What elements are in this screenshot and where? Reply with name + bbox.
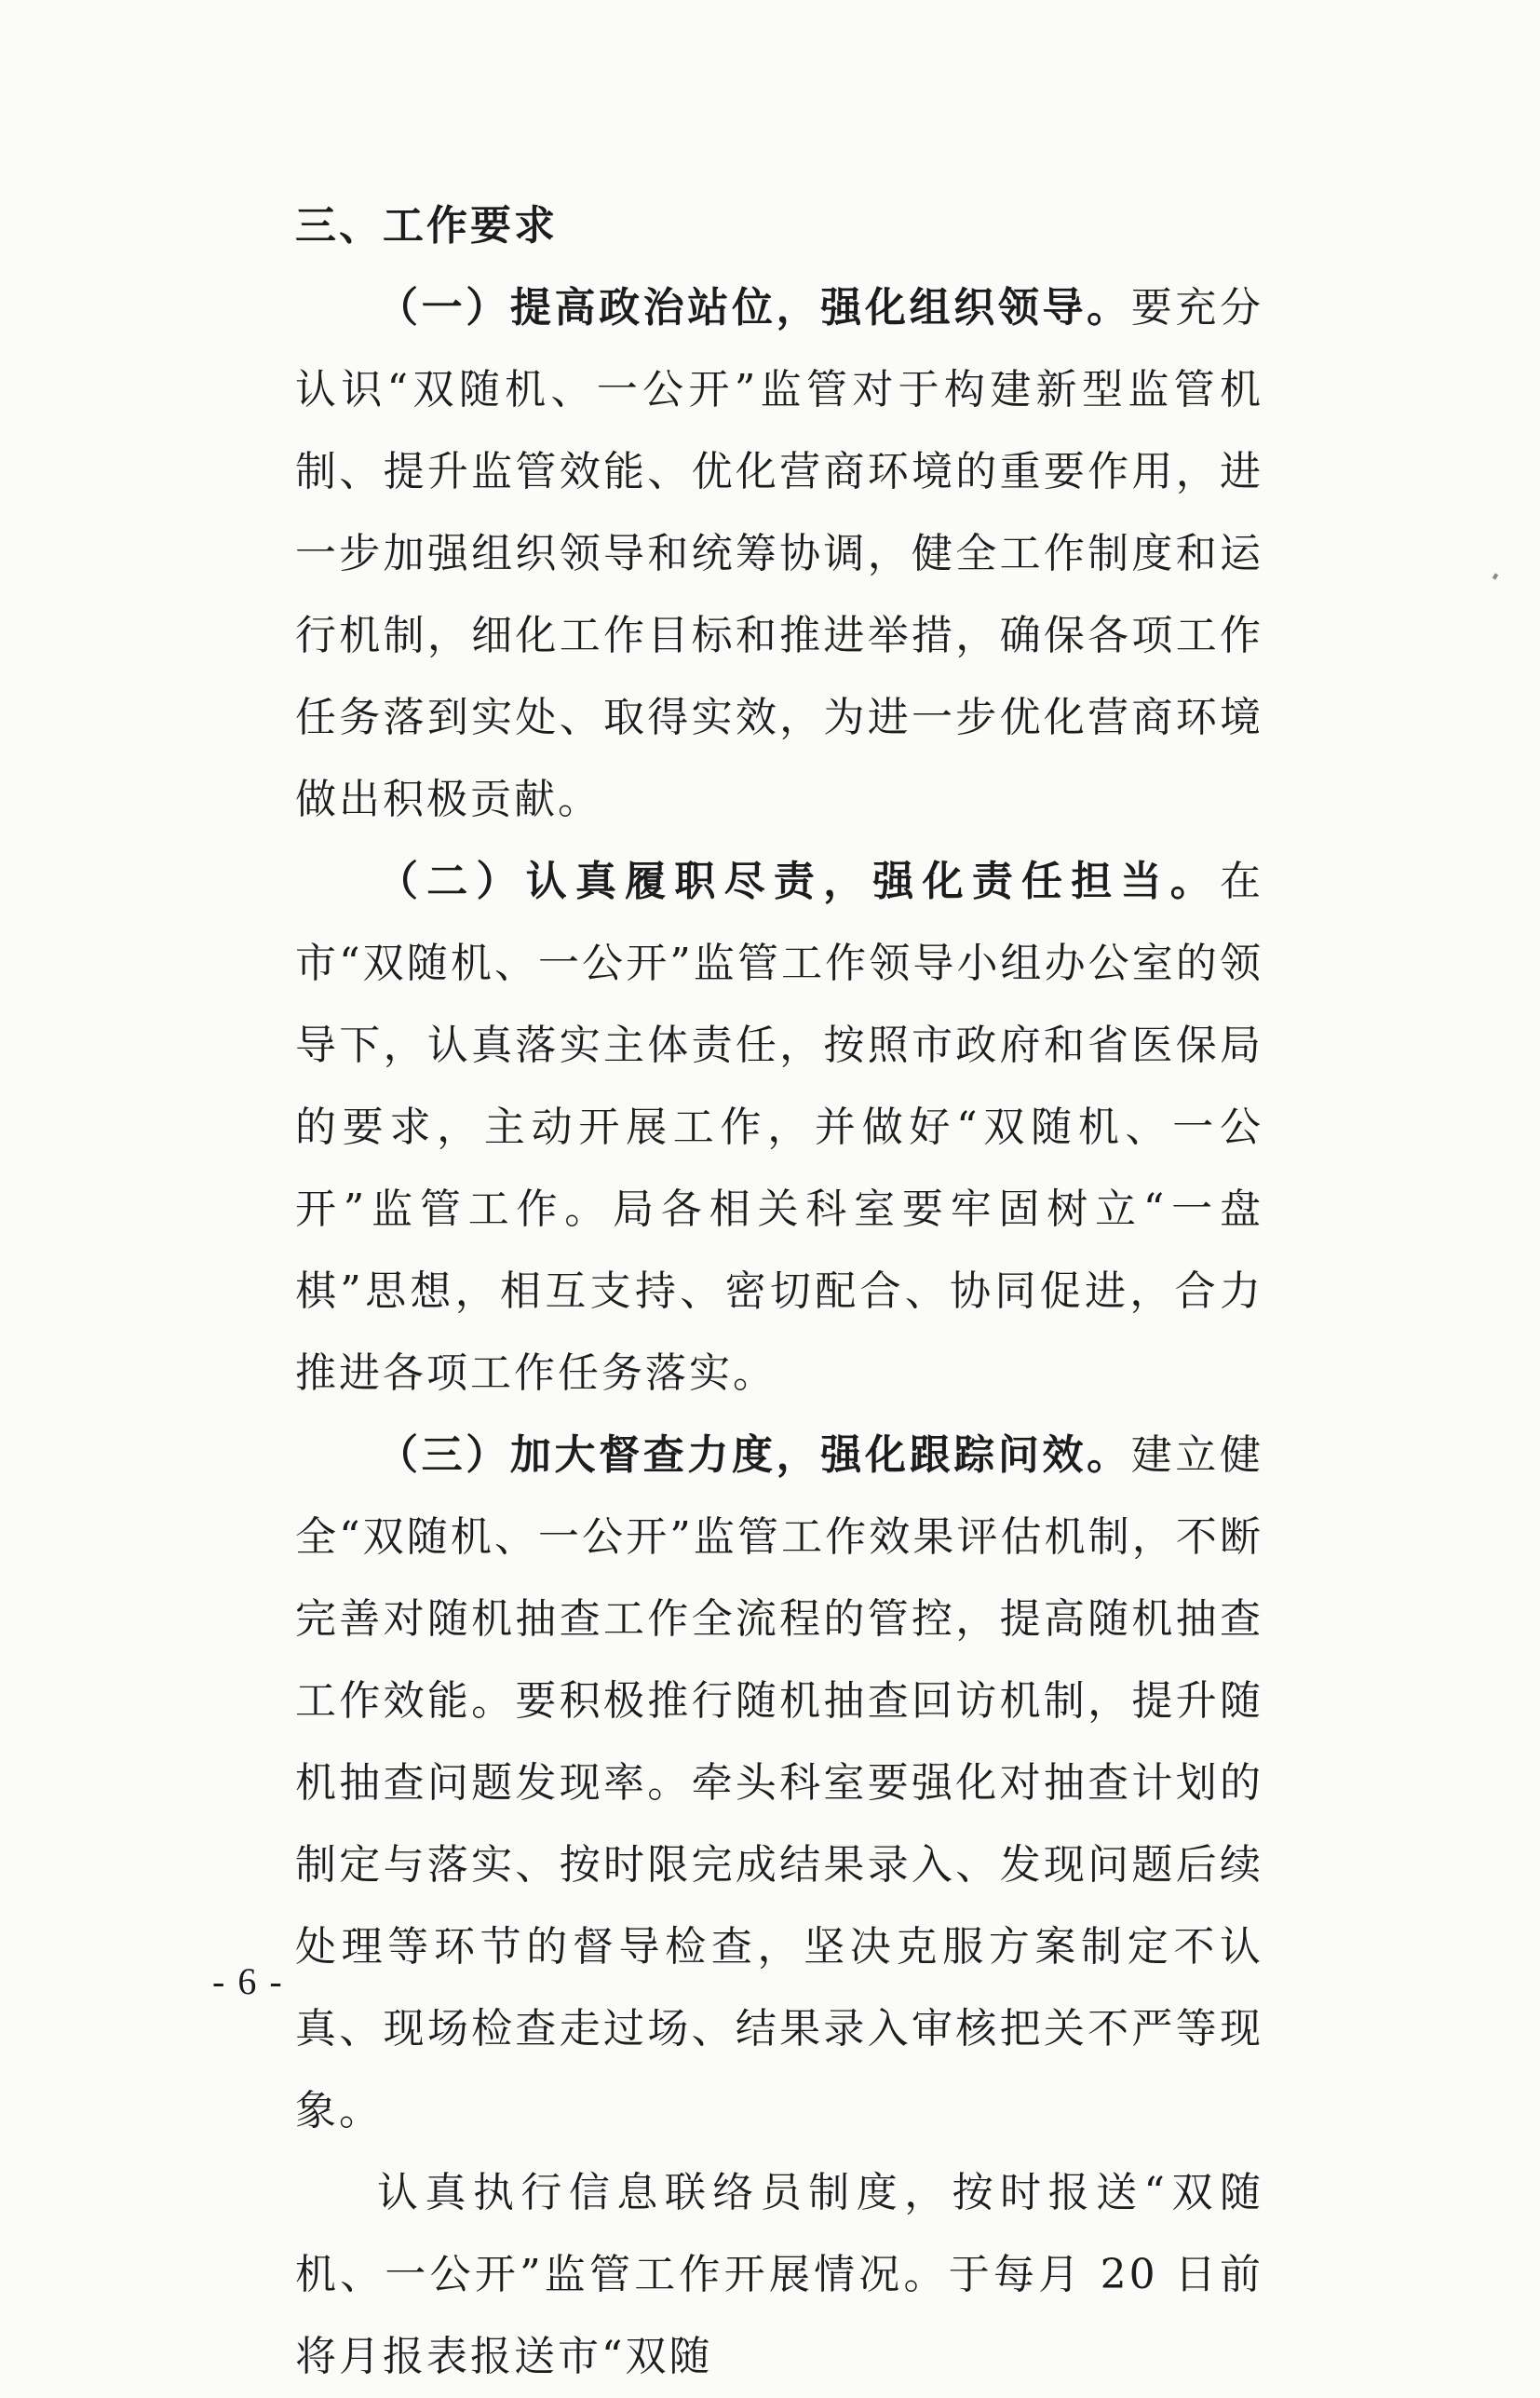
paragraph-2-lead: （二）认真履职尽责，强化责任担当。 — [377, 858, 1220, 905]
paragraph-1-text: 要充分认识“双随机、一公开”监管对于构建新型监管机制、提升监管效能、优化营商环境的重要作用，进一步加强组织领导和统筹协调，健全工作制度和运行机制，细化工作目标和推进举措，确保各项工作任务落到实处、取得实效，为进一步优化营商环境做出积极贡献。 — [295, 284, 1264, 823]
paragraph-4-text: 认真执行信息联络员制度，按时报送“双随机、一公开”监管工作开展情况。于每月 20 日前将月报表报送市“双随 — [295, 2169, 1263, 2380]
paragraph-1-lead: （一）提高政治站位，强化组织领导。 — [377, 284, 1131, 332]
section-heading: 三、工作要求 — [295, 202, 558, 250]
document-body — [295, 185, 1263, 2398]
paragraph-2-text: 在市“双随机、一公开”监管工作领导小组办公室的领导下，认真落实主体责任，按照市政府和省医保局的要求，主动开展工作，并做好“双随机、一公开”监管工作。局各相关科室要牢固树立“一盘棋”思想，相互支持、密切配合、协同促进，合力推进各项工作任务落实。 — [295, 858, 1263, 1397]
paragraph-2 — [295, 841, 1263, 1415]
scan-speck — [1493, 573, 1498, 579]
paragraph-3 — [295, 1415, 1263, 2152]
paragraph-3-lead: （三）加大督查力度，强化跟踪问效。 — [377, 1431, 1131, 1479]
paragraph-1 — [295, 267, 1263, 841]
page-number: - 6 - — [212, 1960, 284, 2002]
paragraph-4 — [295, 2152, 1263, 2398]
paragraph-3-text: 建立健全“双随机、一公开”监管工作效果评估机制，不断完善对随机抽查工作全流程的管控，提高随机抽查工作效能。要积极推行随机抽查回访机制，提升随机抽查问题发现率。牵头科室要强化对抽查计划的制定与落实、按时限完成结果录入、发现问题后续处理等环节的督导检查，坚决克服方案制定不认真、现场检查走过场、结果录入审核把关不严等现象。 — [295, 1431, 1264, 2134]
